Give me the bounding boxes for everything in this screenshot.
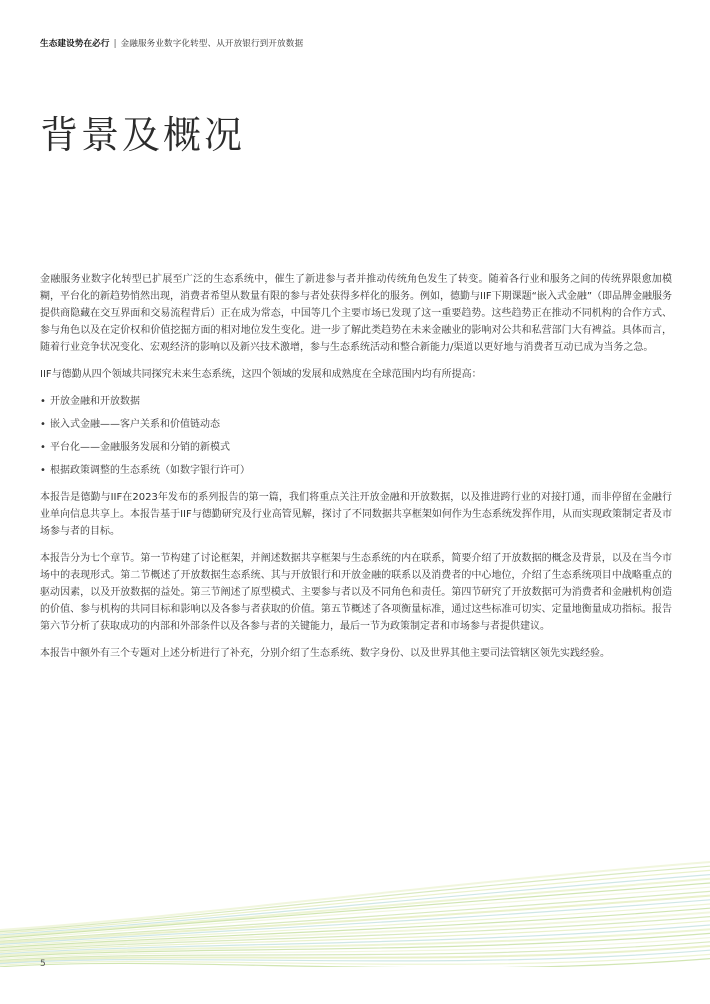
running-header bbox=[40, 37, 303, 49]
wave-line bbox=[0, 875, 710, 935]
list-item bbox=[40, 393, 672, 410]
list-item bbox=[40, 439, 672, 456]
list-item bbox=[40, 462, 672, 479]
domains-lead-paragraph: IIF与德勤从四个领域共同探究未来生态系统，这四个领域的发展和成熟度在全球范围内均有所提高： bbox=[40, 369, 482, 380]
report-focus-paragraph: 本报告是德勤与IIF在2023年发布的系列报告的第一篇，我们将重点关注开放金融和开放数据，以及推进跨行业的对接打通，而非停留在金融行业单向信息共享上。本报告基于IIF与德勤研究及行业高管见解，探讨了不同数据共享框架如何作为生态系统发挥作用，从而实现政策制定者及市场参与者的目标。 bbox=[40, 492, 672, 537]
domain-list bbox=[40, 393, 672, 479]
page-title: 背景及概况 bbox=[40, 113, 246, 157]
intro-paragraph: 金融服务业数字化转型已扩展至广泛的生态系统中，催生了新进参与者并推动传统角色发生了转变。随着各行业和服务之间的传统界限愈加模糊，平台化的新趋势悄然出现，消费者希望从数量有限的参与者处获得多样化的服务。例如，德勤与IIF下期课题“嵌入式金融”（即品牌金融服务提供商隐藏在交互界面和交易流程背后）正在成为常态，中国等几个主要市场已发现了这一重要趋势。这些趋势正在推动不同机构的合作方式、参与角色以及在定价权和价值挖掘方面的相对地位发生变化。进一步了解此类趋势在未来金融业的影响对公共和私营部门大有裨益。具体而言，随着行业竞争状况变化、宏观经济的影响以及新兴技术激增，参与生态系统活动和整合新能力/渠道以更好地与消费者互动已成为当务之急。 bbox=[40, 274, 673, 353]
header-subtitle: 金融服务业数字化转型、从开放银行到开放数据 bbox=[120, 39, 304, 49]
header-section: 生态建设势在必行 bbox=[40, 39, 110, 49]
bullet-icon: • bbox=[40, 465, 46, 476]
report-structure-paragraph: 本报告分为七个章节。第一节构建了讨论框架，并阐述数据共享框架与生态系统的内在联系，简要介绍了开放数据的概念及背景，以及在当今市场中的表现形式。第二节概述了开放数据生态系统、其与开放银行和开放金融的联系以及消费者的中心地位，介绍了生态系统项目中战略重点的驱动因素，以及开放数据的益处。第三节阐述了原型模式、主要参与者以及不同角色和责任。第四节研究了开放数据可为消费者和金融机构创造的价值、参与机构的共同目标和影响以及各参与者获取的价值。第五节概述了各项衡量标准，通过这些标准可切实、定量地衡量成功指标。报告第六节分析了获取成功的内部和外部条件以及各参与者的关键能力，最后一节为政策制定者和市场参与者提供建议。 bbox=[40, 553, 672, 632]
bullet-icon: • bbox=[40, 442, 46, 453]
page-number: 5 bbox=[40, 959, 46, 969]
header-separator: | bbox=[113, 39, 117, 49]
body-content bbox=[40, 271, 672, 672]
list-item bbox=[40, 416, 672, 433]
list-item-text: 开放金融和开放数据 bbox=[50, 396, 140, 407]
list-item-text: 嵌入式金融——客户关系和价值链动态 bbox=[50, 419, 220, 430]
bullet-icon: • bbox=[40, 419, 46, 430]
special-topics-paragraph: 本报告中额外有三个专题对上述分析进行了补充，分别介绍了生态系统、数字身份、以及世界其他主要司法管辖区领先实践经验。 bbox=[40, 648, 610, 659]
list-item-text: 平台化——金融服务发展和分销的新模式 bbox=[50, 442, 230, 453]
bullet-icon: • bbox=[40, 396, 46, 407]
decorative-wave-lines bbox=[0, 852, 710, 967]
list-item-text: 根据政策调整的生态系统（如数字银行许可） bbox=[50, 465, 250, 476]
